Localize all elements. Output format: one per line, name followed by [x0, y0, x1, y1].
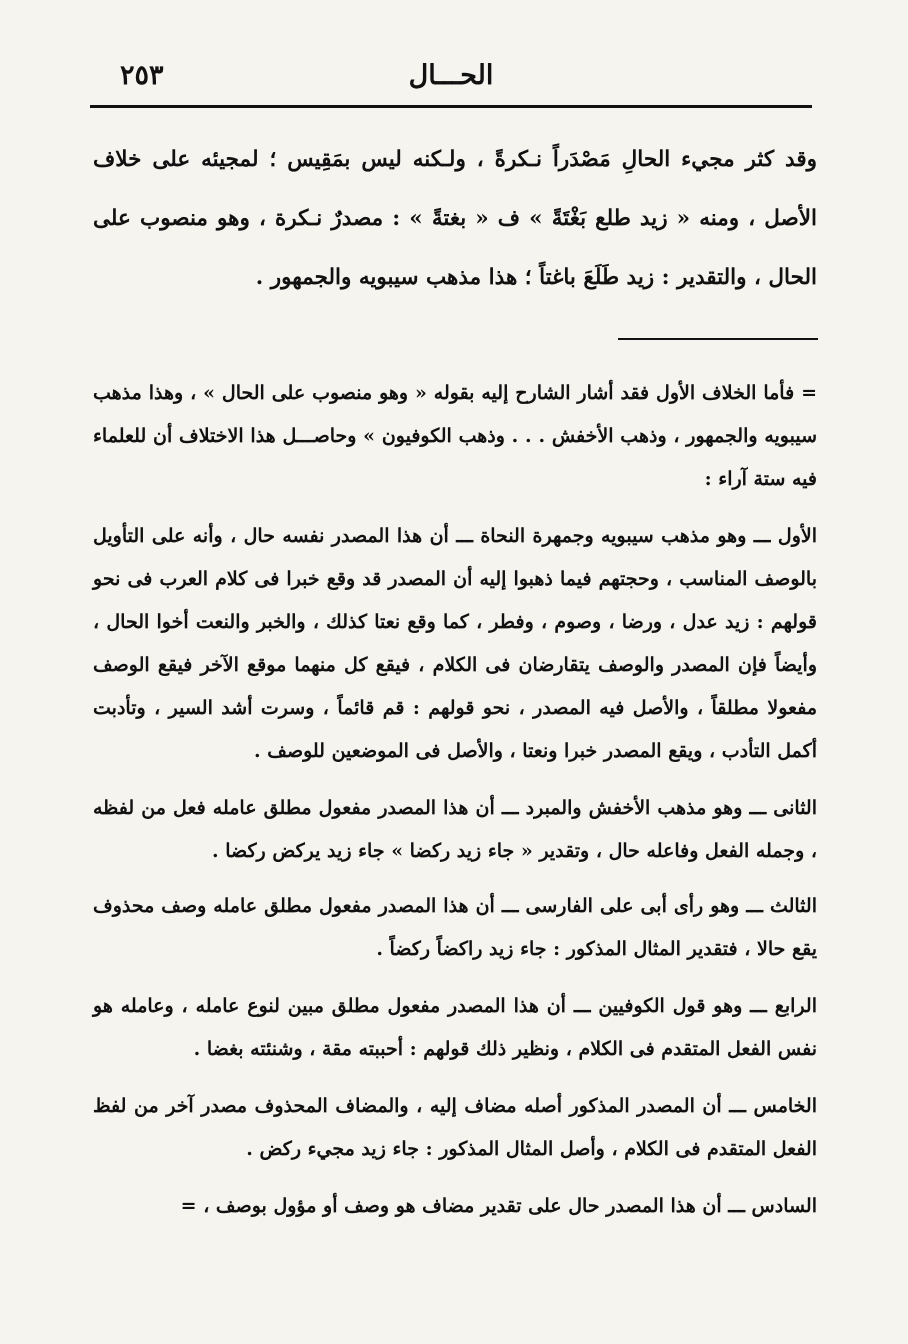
continuation-mark-end: =: [180, 1195, 197, 1217]
notes-section: [93, 372, 817, 1228]
page-number: ٢٥٣: [120, 60, 164, 91]
running-title: الحـــال: [408, 60, 494, 91]
opinion-3: الثالث ـــ وهو رأى أبى على الفارسى ـــ أن هذا المصدر مفعول مطلق عامله وصف محذوف يقع حالا ، فتقدير المثال المذكور : جاء زيد راكضاً ركضاً .: [93, 895, 817, 960]
continuation-mark: =: [801, 382, 817, 404]
opinion-1: الأول ـــ وهو مذهب سيبويه وجمهرة النحاة ـــ أن هذا المصدر نفسه حال ، وأنه على التأويل بالوصف المناسب ، وحجتهم فيما ذهبوا إليه أن المصدر قد وقع خبرا فى كلام العرب فى نحو قولهم : زيد عدل ، ورضا ، وصوم ، وفطر ، كما وقع نعتا كذلك ، والخبر والنعت أخوا الحال ، وأيضاً فإن المصدر والوصف يتقارضان فى الكلام ، فيقع كل منهما موقع الآخر فيقع الوصف مفعولا مطلقاً ، والأصل فيه المصدر ، نحو قولهم : قم قائماً ، وسرت أشد السير ، وتأدبت أكمل التأدب ، ويقع المصدر خبرا ونعتا ، والأصل فى الموضعين للوصف .: [93, 525, 817, 762]
opinion-4: الرابع ـــ وهو قول الكوفيين ـــ أن هذا المصدر مفعول مطلق مبين لنوع عامله ، وعامله هو نفس الفعل المتقدم فى الكلام ، ونظير ذلك قولهم : أحببته مقة ، وشنئته بغضا .: [93, 995, 817, 1060]
opinion-5: الخامس ـــ أن المصدر المذكور أصله مضاف إليه ، والمضاف المحذوف مصدر آخر من لفظ الفعل المتقدم فى الكلام ، وأصل المثال المذكور : جاء زيد مجيء ركض .: [93, 1095, 817, 1160]
header-rule: [90, 105, 812, 108]
opinion-2: الثانى ـــ وهو مذهب الأخفش والمبرد ـــ أن هذا المصدر مفعول مطلق عامله فعل من لفظه ، وجمله الفعل وفاعله حال ، وتقدير « جاء زيد ركضا » جاء زيد يركض ركضا .: [93, 797, 817, 862]
opinion-6: [93, 1185, 817, 1228]
opinion-6-text: السادس ـــ أن هذا المصدر حال على تقدير مضاف هو وصف أو مؤول بوصف ،: [203, 1195, 817, 1217]
note-intro: [93, 372, 817, 501]
note-intro-text: فأما الخلاف الأول فقد أشار الشارح إليه بقوله « وهو منصوب على الحال » ، وهذا مذهب سيبويه والجمهور ، وذهب الأخفش . . . وذهب الكوفيون » وحاصـــل هذا الاختلاف أن للعلماء فيه ستة آراء :: [93, 382, 817, 490]
page-header: [90, 52, 812, 102]
footnote-separator: [618, 338, 818, 340]
main-paragraph: وقد كثر مجيء الحالِ مَصْدَراً نـكرةً ، ولـكنه ليس بمَقِيس ؛ لمجيئه على خلاف الأصل ، ومنه « زيد طلع بَغْتَةً » ف « بغتةً » : مصدرٌ نـكرة ، وهو منصوب على الحال ، والتقدير : زيد طَلَعَ باغتاً ؛ هذا مذهب سيبويه والجمهور .: [93, 147, 817, 290]
